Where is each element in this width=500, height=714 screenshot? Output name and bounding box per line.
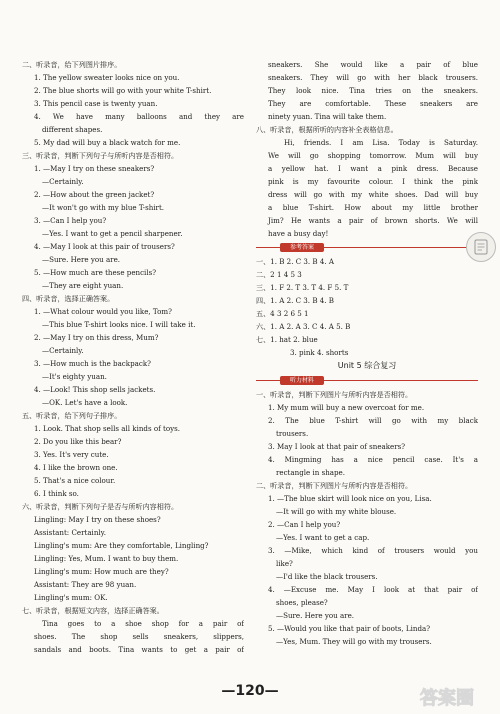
divider bbox=[324, 247, 478, 248]
text-line: 1. The yellow sweater looks nice on you. bbox=[34, 73, 180, 82]
text-line: Lingling's mum: OK. bbox=[34, 593, 108, 602]
text-line: 一、听录音，判断下列图片与所听内容是否相符。 bbox=[256, 390, 413, 399]
text-line: 4. We have many balloons and they are bbox=[34, 112, 244, 121]
text-line: —I'd like the black trousers. bbox=[276, 572, 378, 581]
text-line: Lingling: May I try on these shoes? bbox=[34, 515, 161, 524]
listening-label: 听力材料 bbox=[280, 376, 324, 385]
text-line: —Yes, Mum. They will go with my trousers. bbox=[276, 637, 432, 646]
text-line: 六、1. A 2. A 3. C 4. A 5. B bbox=[256, 322, 351, 331]
text-line: —Certainly. bbox=[42, 346, 84, 355]
text-line: 3. —How much is the backpack? bbox=[34, 359, 151, 368]
text-line: 5. My dad will buy a black watch for me. bbox=[34, 138, 181, 147]
listening-passages-continued bbox=[256, 58, 478, 240]
text-line: 1. —What colour would you like, Tom? bbox=[34, 307, 172, 316]
text-line: Hi, friends. I am Lisa. Today is Saturday. bbox=[284, 138, 478, 147]
text-line: 2. The blue shorts will go with your white T-shirt. bbox=[34, 86, 212, 95]
text-line: 5. —Would you like that pair of boots, Linda? bbox=[268, 624, 431, 633]
text-line: 五、听录音，给下列句子排序。 bbox=[22, 411, 122, 420]
text-line: a blue T-shirt. How about my little brother bbox=[268, 203, 478, 212]
text-line: 4. —Excuse me. May I look at that pair of bbox=[268, 585, 478, 594]
right-column bbox=[256, 58, 478, 648]
text-line: —Yes. I want to get a cap. bbox=[276, 533, 370, 542]
text-line: sneakers. They will go with her black trousers. bbox=[268, 73, 478, 82]
text-line: 5. That's a nice colour. bbox=[34, 476, 116, 485]
text-line: 2. —How about the green jacket? bbox=[34, 190, 155, 199]
text-line: 4. —May I look at this pair of trousers? bbox=[34, 242, 175, 251]
text-line: 四、听录音，选择正确答案。 bbox=[22, 294, 115, 303]
text-line: have a busy day! bbox=[268, 229, 329, 238]
svg-text:答案圈: 答案圈 bbox=[420, 688, 474, 709]
text-line: 3. pink 4. shorts bbox=[290, 348, 349, 357]
text-line: dress will go with my white shoes. Dad will buy bbox=[268, 190, 478, 199]
text-line: 四、1. A 2. C 3. B 4. B bbox=[256, 296, 335, 305]
notebook-icon bbox=[466, 232, 496, 262]
text-line: 3. Yes. It's very cute. bbox=[34, 450, 109, 459]
listening-material bbox=[256, 388, 478, 648]
text-line: 3. This pencil case is twenty yuan. bbox=[34, 99, 158, 108]
text-line: —OK. Let's have a look. bbox=[42, 398, 128, 407]
text-line: They look nice. Tina tries on the sneakers. bbox=[268, 86, 478, 95]
text-line: 6. I think so. bbox=[34, 489, 79, 498]
text-line: Tina goes to a shoe shop for a pair of bbox=[42, 619, 244, 628]
text-line: 1. My mum will buy a new overcoat for me. bbox=[268, 403, 425, 412]
unit-title: Unit 5 综合复习 bbox=[337, 361, 397, 370]
listening-header bbox=[256, 374, 478, 386]
text-line: Assistant: Certainly. bbox=[34, 528, 106, 537]
text-line: —This blue T-shirt looks nice. I will take it. bbox=[42, 320, 196, 329]
text-line: —They are eight yuan. bbox=[42, 281, 124, 290]
text-line: sandals and boots. Tina wants to get a pair of bbox=[34, 645, 244, 654]
text-line: 三、1. F 2. T 3. T 4. F 5. T bbox=[256, 283, 349, 292]
text-line: They are comfortable. These sneakers are bbox=[268, 99, 478, 108]
text-line: —Certainly. bbox=[42, 177, 84, 186]
text-line: —Sure. Here you are. bbox=[42, 255, 121, 264]
text-line: Assistant: They are 98 yuan. bbox=[34, 580, 137, 589]
text-line: 4. —Look! This shop sells jackets. bbox=[34, 385, 156, 394]
text-line: shoes. The shop sells sneakers, slippers, bbox=[34, 632, 244, 641]
text-line: 3. —Mike, which kind of trousers would you bbox=[268, 546, 478, 555]
text-line: pink is my favourite colour. I think the pink bbox=[268, 177, 478, 186]
text-line: Lingling's mum: Are they comfortable, Lingling? bbox=[34, 541, 209, 550]
divider bbox=[256, 247, 280, 248]
answers-label: 参考答案 bbox=[280, 243, 324, 252]
text-line: 2. —Can I help you? bbox=[268, 520, 341, 529]
text-line: 二、听录音，判断下列图片与所听内容是否相符。 bbox=[256, 481, 413, 490]
text-line: 3. May I look at that pair of sneakers? bbox=[268, 442, 406, 451]
answers-header bbox=[256, 241, 478, 253]
divider bbox=[256, 380, 280, 381]
text-line: Lingling's mum: How much are they? bbox=[34, 567, 169, 576]
text-line: 2. Do you like this bear? bbox=[34, 437, 122, 446]
left-column bbox=[22, 58, 244, 656]
answer-key bbox=[256, 255, 478, 359]
text-line: different shapes. bbox=[42, 125, 103, 134]
text-line: 3. —Can I help you? bbox=[34, 216, 107, 225]
text-line: 2. The blue T-shirt will go with my black bbox=[268, 416, 478, 425]
text-line: 六、听录音，判断下列句子是否与所听内容相符。 bbox=[22, 502, 179, 511]
text-line: sneakers. She would like a pair of blue bbox=[268, 60, 478, 69]
text-line: 二、听录音，给下列图片排序。 bbox=[22, 60, 122, 69]
text-line: 八、听录音，根据所听的内容补全表格信息。 bbox=[256, 125, 398, 134]
text-line: 一、1. B 2. C 3. B 4. A bbox=[256, 257, 335, 266]
text-line: 五、4 3 2 6 5 1 bbox=[256, 309, 309, 318]
text-line: ninety yuan. Tina will take them. bbox=[268, 112, 387, 121]
text-line: 二、2 1 4 5 3 bbox=[256, 270, 302, 279]
watermark-logo bbox=[418, 684, 496, 710]
text-line: shoes, please? bbox=[276, 598, 328, 607]
text-line: a yellow hat. I want a pink dress. Because bbox=[268, 164, 478, 173]
text-line: rectangle in shape. bbox=[276, 468, 345, 477]
text-line: —Yes. I want to get a pencil sharpener. bbox=[42, 229, 183, 238]
text-line: 七、听录音，根据短文内容，选择正确答案。 bbox=[22, 606, 164, 615]
text-line: 2. —May I try on this dress, Mum? bbox=[34, 333, 159, 342]
text-line: trousers. bbox=[276, 429, 309, 438]
text-line: 1. —The blue skirt will look nice on you, Lisa. bbox=[268, 494, 432, 503]
text-line: 1. —May I try on these sneakers? bbox=[34, 164, 155, 173]
text-line: —It will go with my white blouse. bbox=[276, 507, 397, 516]
text-line: 4. I like the brown one. bbox=[34, 463, 118, 472]
text-line: like? bbox=[276, 559, 293, 568]
text-line: 4. Mingming has a nice pencil case. It's a bbox=[268, 455, 478, 464]
text-line: Jim? He wants a pair of brown shorts. We will bbox=[268, 216, 478, 225]
text-line: We will go shopping tomorrow. Mum will buy bbox=[268, 151, 478, 160]
text-line: 1. Look. That shop sells all kinds of toys. bbox=[34, 424, 181, 433]
text-line: —Sure. Here you are. bbox=[276, 611, 355, 620]
page-number: —120— bbox=[221, 683, 279, 699]
text-line: —It won't go with my blue T-shirt. bbox=[42, 203, 165, 212]
divider bbox=[324, 380, 478, 381]
text-line: 三、听录音，判断下列句子与所听内容是否相符。 bbox=[22, 151, 179, 160]
text-line: 5. —How much are these pencils? bbox=[34, 268, 157, 277]
text-line: —It's eighty yuan. bbox=[42, 372, 107, 381]
text-line: Lingling: Yes, Mum. I want to buy them. bbox=[34, 554, 179, 563]
text-line: 七、1. hat 2. blue bbox=[256, 335, 318, 344]
